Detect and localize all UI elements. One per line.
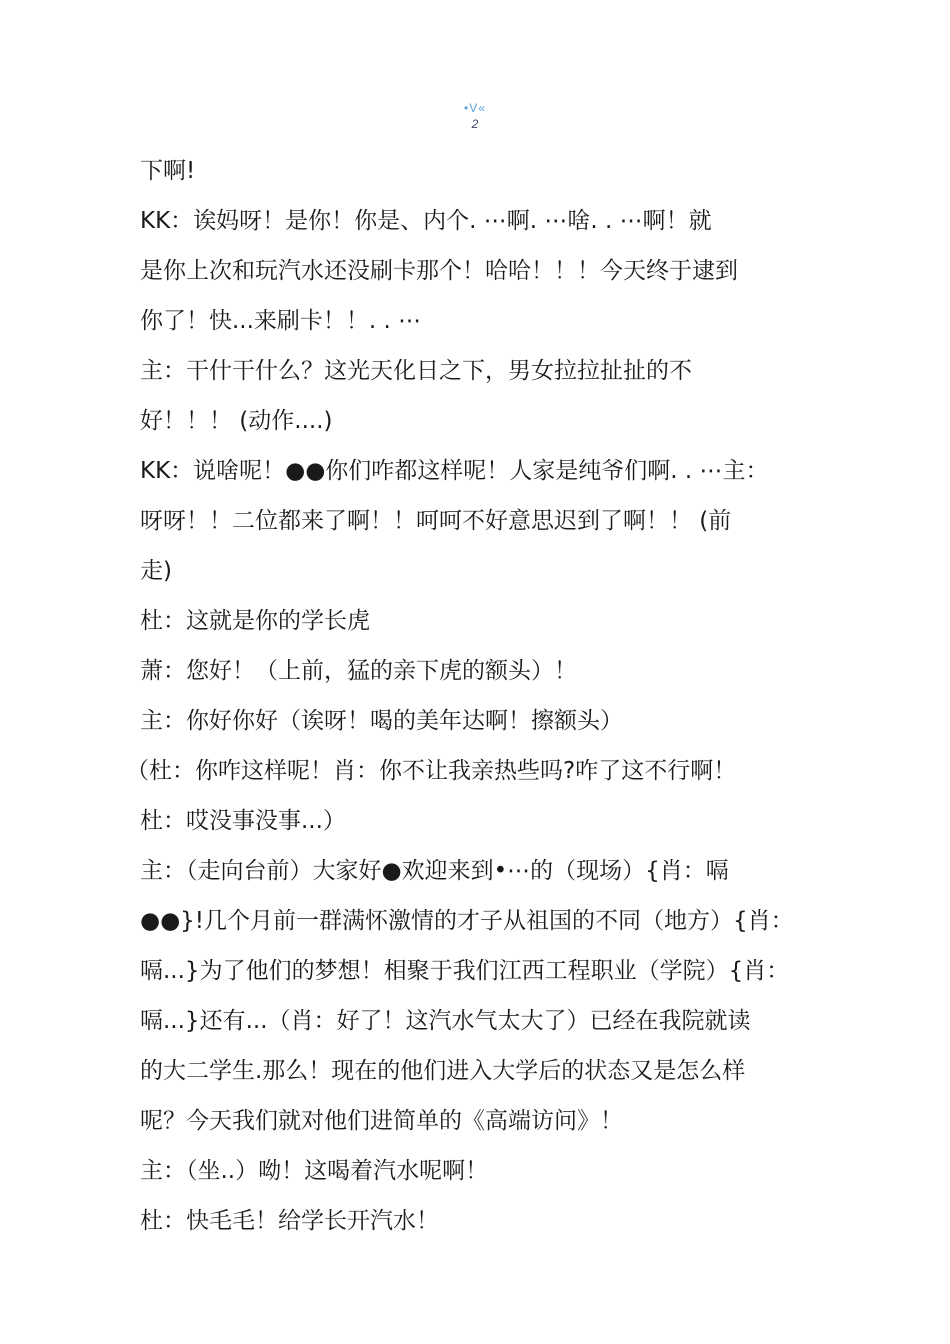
text-line-1: 下啊! <box>140 158 196 184</box>
text-line-13: （杜：你咋这样呢！肖：你不让我亲热些吗?咋了这不行啊！ <box>126 758 737 784</box>
page-number: 2 <box>471 117 479 131</box>
text-line-16: ●●}!几个月前一群满怀激情的才子从祖国的不同（地方）{肖： <box>140 908 794 934</box>
text-line-7: KK：说啥呢！●●你们咋都这样呢！人家是纯爷们啊. . ⋯主： <box>140 458 769 484</box>
text-line-3: 是你上次和玩汽水还没刷卡那个！哈哈！！！今天终于逮到 <box>140 258 738 284</box>
text-line-17: 嗝...}为了他们的梦想！相聚于我们江西工程职业（学院）{肖： <box>140 958 790 984</box>
text-line-12: 主：你好你好（诶呀！喝的美年达啊！擦额头） <box>140 708 623 734</box>
text-line-20: 呢？今天我们就对他们进简单的《高端访问》！ <box>140 1108 623 1134</box>
text-line-18: 嗝...}还有...（肖：好了！这汽水气太大了）已经在我院就读 <box>140 1008 751 1034</box>
script-body <box>126 146 830 1246</box>
header-mark: •V« <box>464 101 486 115</box>
text-line-21: 主：（坐..）呦！这喝着汽水呢啊！ <box>140 1158 489 1184</box>
text-line-19: 的大二学生.那么！现在的他们进入大学后的状态又是怎么样 <box>140 1058 746 1084</box>
text-line-6: 好！！！ (动作....) <box>140 408 333 434</box>
text-line-5: 主：干什干什么？这光天化日之下，男女拉拉扯扯的不 <box>140 358 692 384</box>
text-line-11: 萧：您好！（上前，猛的亲下虎的额头）！ <box>140 658 577 684</box>
text-line-8: 呀呀！！二位都来了啊！！呵呵不好意思迟到了啊！！ (前 <box>140 508 732 534</box>
text-line-22: 杜：快毛毛！给学长开汽水！ <box>140 1208 439 1234</box>
text-line-9: 走) <box>140 558 172 584</box>
text-line-14: 杜：哎没事没事...） <box>140 808 346 834</box>
text-line-2: KK：诶妈呀！是你！你是、内个. ⋯啊. ⋯啥. . ⋯啊！就 <box>140 208 712 234</box>
text-line-15: 主：（走向台前）大家好●欢迎来到•⋯的（现场）{肖：嗝 <box>140 858 729 884</box>
page-header <box>0 100 950 132</box>
text-line-10: 杜：这就是你的学长虎 <box>140 608 370 634</box>
text-line-4: 你了！快...来刷卡！！. . ⋯ <box>140 308 422 334</box>
